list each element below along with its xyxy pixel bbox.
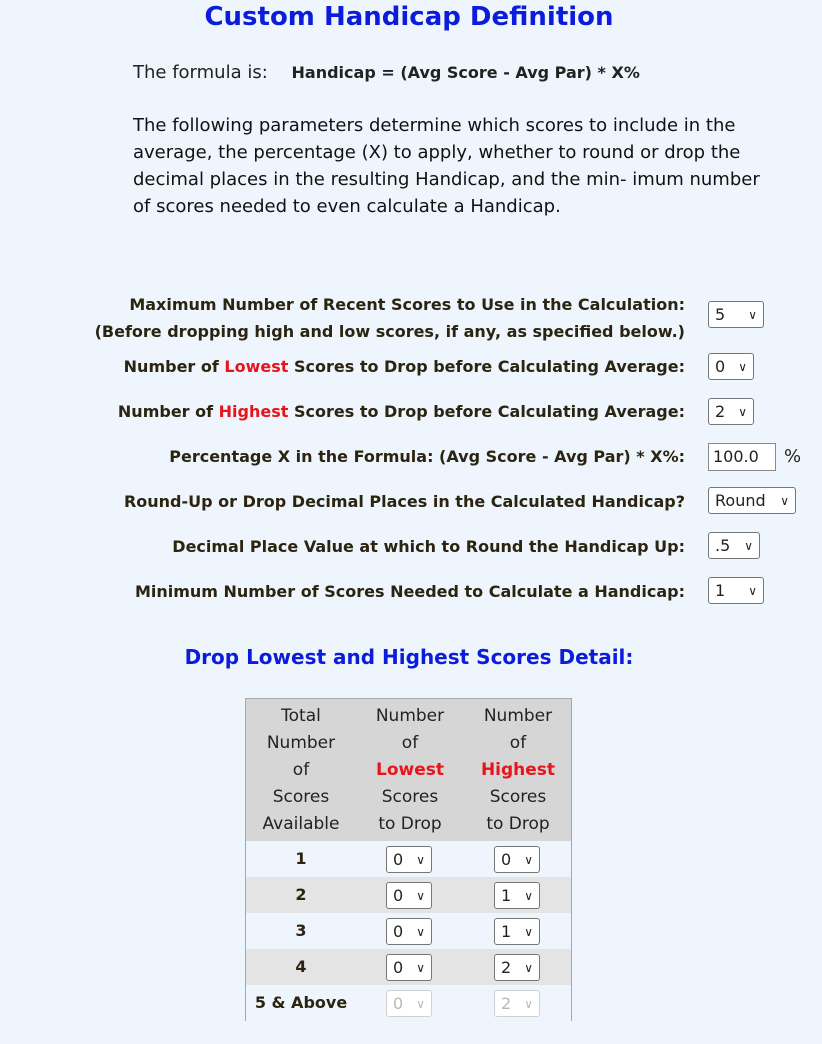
chevron-down-icon: ∨ xyxy=(738,404,747,419)
highest-drop-label-post: Scores to Drop before Calculating Average: xyxy=(288,402,685,421)
chevron-down-icon: ∨ xyxy=(416,996,425,1011)
header-text: Scores xyxy=(489,787,547,807)
round-at-select[interactable] xyxy=(708,532,760,559)
min-scores-value: 1 xyxy=(715,581,726,600)
header-lowest-highlight: Lowest xyxy=(376,760,444,780)
row-highest-select[interactable] xyxy=(494,954,540,981)
header-text: of xyxy=(292,760,310,780)
highest-highlight: Highest xyxy=(218,402,289,421)
row-lowest-select[interactable] xyxy=(386,846,432,873)
row-highest-select[interactable] xyxy=(494,918,540,945)
formula-text: Handicap = (Avg Score - Avg Par) * X% xyxy=(291,63,640,82)
detail-title: Drop Lowest and Highest Scores Detail: xyxy=(184,645,634,669)
formula-line xyxy=(133,62,640,83)
row-available: 1 xyxy=(295,849,307,868)
header-text: Scores xyxy=(381,787,439,807)
select-value: 0 xyxy=(393,958,404,977)
chevron-down-icon: ∨ xyxy=(748,583,757,598)
header-text: Scores xyxy=(272,787,330,807)
description-paragraph: The following parameters determine which scores to include in the average, the percentage (X) to apply, whether to round or drop the decimal places in the resulting Handicap, and the min- imum number of scores needed to even calculate a Handicap. xyxy=(133,115,760,217)
chevron-down-icon: ∨ xyxy=(416,852,425,867)
row-lowest-select[interactable] xyxy=(386,918,432,945)
row-lowest-select-disabled xyxy=(386,990,432,1017)
table-row xyxy=(246,841,571,877)
header-highest-drop xyxy=(464,703,572,838)
round-at-value: .5 xyxy=(715,536,731,555)
chevron-down-icon: ∨ xyxy=(524,996,533,1011)
header-text: Number xyxy=(266,733,336,753)
table-row xyxy=(246,913,571,949)
table-header xyxy=(246,699,571,841)
header-total-available xyxy=(246,703,356,838)
select-value: 1 xyxy=(501,886,512,905)
formula-prefix: The formula is: xyxy=(133,62,268,83)
percentage-label: Percentage X in the Formula: (Avg Score - Avg Par) * X%: xyxy=(169,447,685,466)
header-text: Total xyxy=(281,706,321,726)
row-highest-select[interactable] xyxy=(494,846,540,873)
chevron-down-icon: ∨ xyxy=(748,307,757,322)
row-lowest-select[interactable] xyxy=(386,954,432,981)
max-recent-label xyxy=(95,291,685,345)
lowest-drop-select[interactable] xyxy=(708,353,754,380)
table-row xyxy=(246,949,571,985)
select-value: 0 xyxy=(393,886,404,905)
highest-drop-value: 2 xyxy=(715,402,726,421)
header-highest-highlight: Highest xyxy=(480,760,556,780)
highest-drop-label xyxy=(118,402,685,421)
chevron-down-icon: ∨ xyxy=(738,359,747,374)
round-at-label: Decimal Place Value at which to Round the Handicap Up: xyxy=(172,537,685,556)
chevron-down-icon: ∨ xyxy=(524,924,533,939)
row-available: 3 xyxy=(295,921,307,940)
select-value: 0 xyxy=(393,850,404,869)
max-recent-label-line1: Maximum Number of Recent Scores to Use in the Calculation: xyxy=(129,295,685,314)
row-available: 2 xyxy=(295,885,307,904)
lowest-drop-label-pre: Number of xyxy=(123,357,225,376)
header-text: of xyxy=(401,733,419,753)
chevron-down-icon: ∨ xyxy=(780,493,789,508)
percentage-input[interactable]: 100.0 xyxy=(708,443,776,471)
min-scores-select[interactable] xyxy=(708,577,764,604)
chevron-down-icon: ∨ xyxy=(416,888,425,903)
lowest-drop-label xyxy=(124,357,685,376)
round-mode-label: Round-Up or Drop Decimal Places in the Calculated Handicap? xyxy=(123,492,685,511)
round-mode-select[interactable] xyxy=(708,487,796,514)
max-recent-label-line2: (Before dropping high and low scores, if any, as specified below.) xyxy=(94,322,685,341)
round-mode-value: Round xyxy=(715,491,766,510)
chevron-down-icon: ∨ xyxy=(416,960,425,975)
row-lowest-select[interactable] xyxy=(386,882,432,909)
drop-detail-table xyxy=(245,698,572,1021)
highest-drop-select[interactable] xyxy=(708,398,754,425)
row-highest-select-disabled xyxy=(494,990,540,1017)
select-value: 2 xyxy=(501,958,512,977)
select-value: 0 xyxy=(393,922,404,941)
chevron-down-icon: ∨ xyxy=(524,960,533,975)
select-value: 2 xyxy=(501,994,512,1013)
lowest-drop-label-post: Scores to Drop before Calculating Average: xyxy=(288,357,685,376)
lowest-drop-value: 0 xyxy=(715,357,726,376)
page-title: Custom Handicap Definition xyxy=(204,2,614,32)
min-scores-label: Minimum Number of Scores Needed to Calculate a Handicap: xyxy=(134,582,685,601)
header-text: Number xyxy=(483,706,553,726)
percent-sign: % xyxy=(784,446,802,467)
lowest-highlight: Lowest xyxy=(224,357,289,376)
chevron-down-icon: ∨ xyxy=(524,852,533,867)
max-recent-select[interactable] xyxy=(708,301,764,328)
header-text: Available xyxy=(262,814,340,834)
chevron-down-icon: ∨ xyxy=(416,924,425,939)
row-available: 5 & Above xyxy=(254,993,348,1012)
chevron-down-icon: ∨ xyxy=(524,888,533,903)
select-value: 1 xyxy=(501,922,512,941)
header-text: of xyxy=(509,733,527,753)
header-lowest-drop xyxy=(356,703,464,838)
max-recent-value: 5 xyxy=(715,305,726,324)
header-text: to Drop xyxy=(378,814,442,834)
select-value: 0 xyxy=(393,994,404,1013)
table-row xyxy=(246,877,571,913)
row-available: 4 xyxy=(295,957,307,976)
header-text: to Drop xyxy=(486,814,550,834)
chevron-down-icon: ∨ xyxy=(744,538,753,553)
row-highest-select[interactable] xyxy=(494,882,540,909)
header-text: Number xyxy=(375,706,445,726)
table-row xyxy=(246,985,571,1021)
select-value: 0 xyxy=(501,850,512,869)
highest-drop-label-pre: Number of xyxy=(117,402,219,421)
